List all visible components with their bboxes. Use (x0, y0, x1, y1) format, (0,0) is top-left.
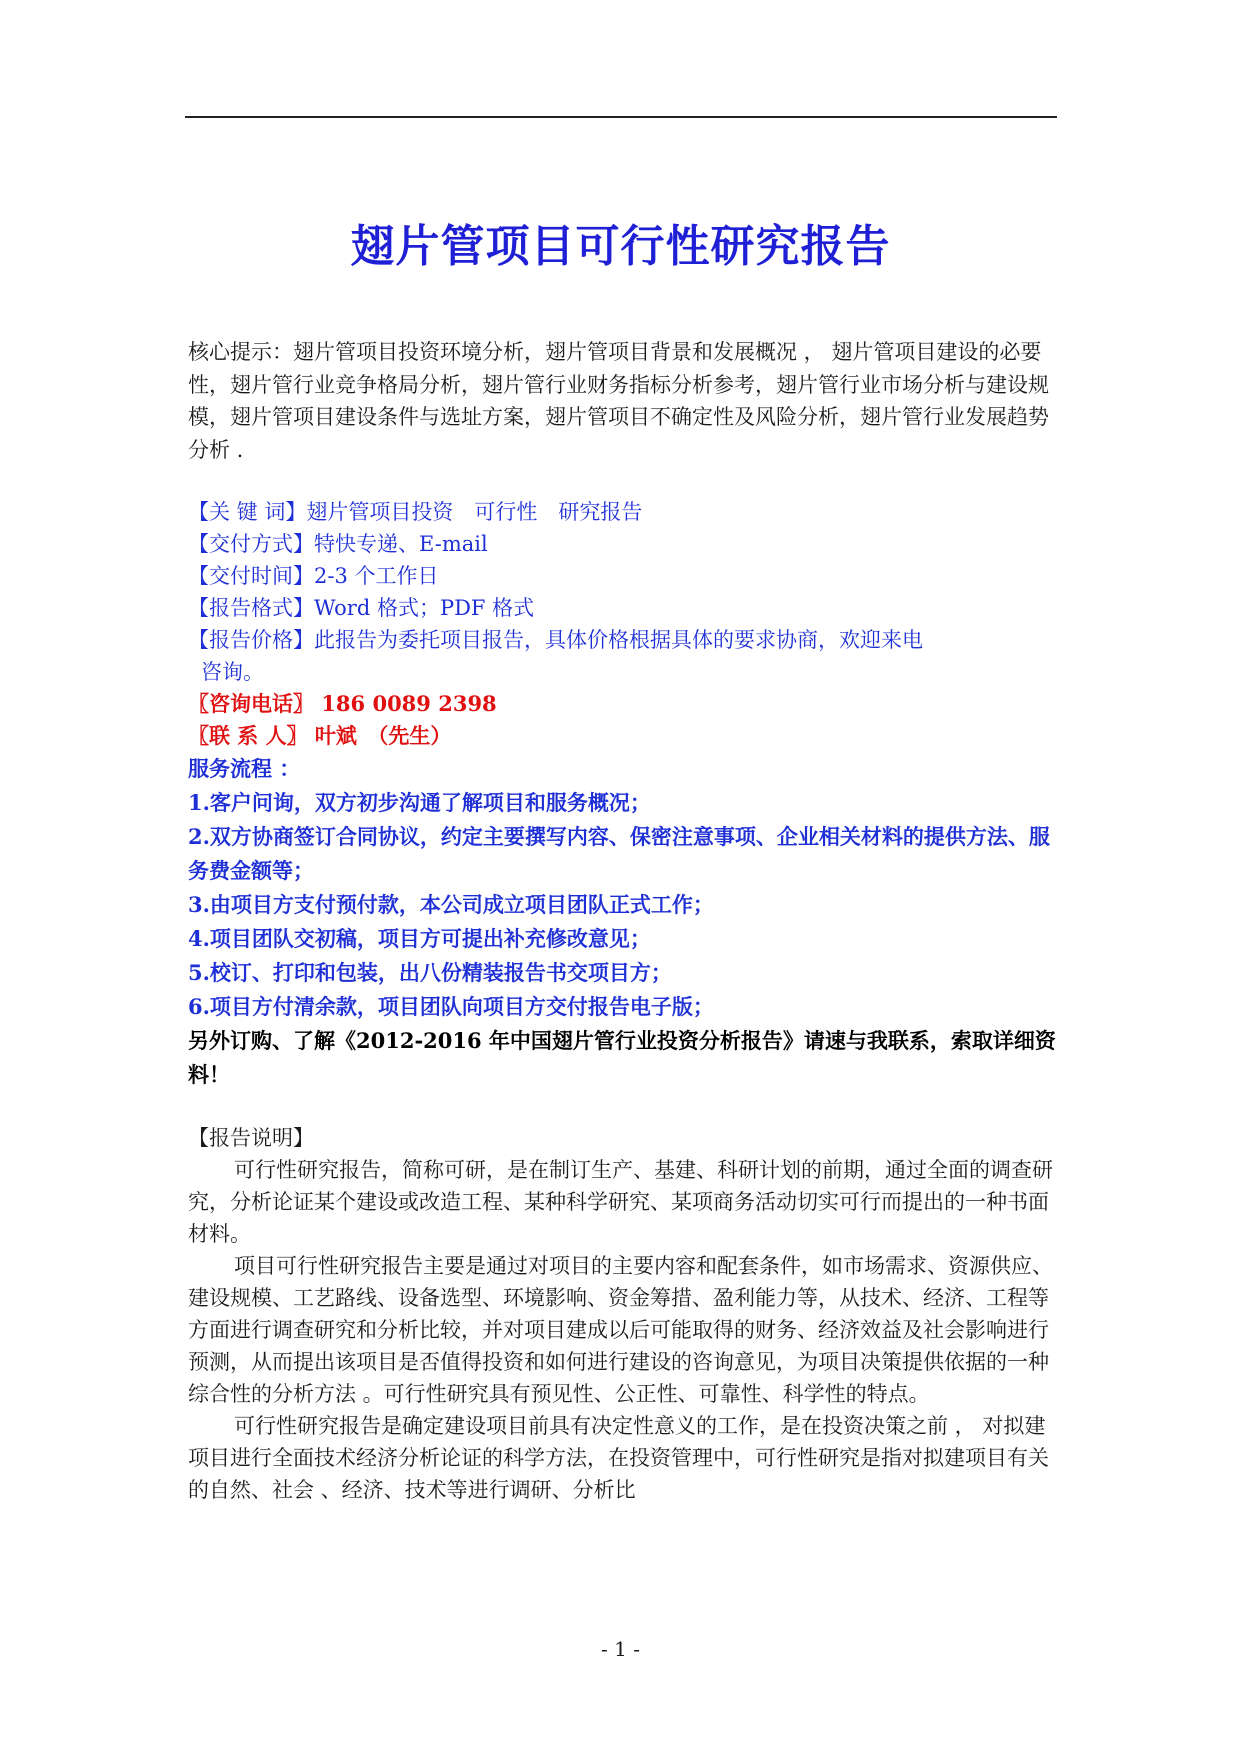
report-description (188, 1122, 1058, 1506)
delivery-time-line: 【交付时间】2-3 个工作日 (188, 564, 439, 588)
keywords-line: 【关 键 词】翅片管项目投资 可行性 研究报告 (188, 500, 643, 524)
info-block (188, 496, 1058, 752)
process-heading: 服务流程 ： (188, 756, 301, 781)
contact-person: 〖联 系 人〗 叶斌 （先生） (188, 723, 452, 748)
report-desc-heading: 【报告说明】 (188, 1126, 314, 1150)
header-rule (185, 116, 1057, 118)
process-step: 6.项目方付清余款，项目团队向项目方交付报告电子版； (188, 994, 714, 1019)
process-step: 2.双方协商签订合同协议，约定主要撰写内容、保密注意事项、企业相关材料的提供方法、服务费金额等； (188, 824, 1050, 883)
report-desc-paragraph: 可行性研究报告是确定建设项目前具有决定性意义的工作，是在投资决策之前 ， 对拟建项目进行全面技术经济分析论证的科学方法，在投资管理中，可行性研究是指对拟建项目有关的自然、社会 、经济、技术等进行调研、分析比 (188, 1414, 1049, 1502)
process-step: 4.项目团队交初稿，项目方可提出补充修改意见； (188, 926, 651, 951)
process-step: 1.客户问询，双方初步沟通了解项目和服务概况； (188, 790, 651, 815)
delivery-method-line: 【交付方式】特快专递、E-mail (188, 532, 488, 556)
page-title: 翅片管项目可行性研究报告 (350, 221, 891, 272)
service-process (188, 752, 1058, 1092)
report-desc-paragraph: 项目可行性研究报告主要是通过对项目的主要内容和配套条件，如市场需求、资源供应、建设规模、工艺路线、设备选型、环境影响、资金筹措、盈利能力等，从技术、经济、工程等方面进行调查研究和分析比较，并对项目建成以后可能取得的财务、经济效益及社会影响进行预测，从而提出该项目是否值得投资和如何进行建设的咨询意见，为项目决策提供依据的一种综合性的分析方法 。可行性研究具有预见性、公正性、可靠性、科学性的特点。 (188, 1254, 1053, 1406)
core-summary: 核心提示：翅片管项目投资环境分析，翅片管项目背景和发展概况 ， 翅片管项目建设的必要性，翅片管行业竞争格局分析，翅片管行业财务指标分析参考，翅片管行业市场分析与建设规模，翅片管项目建设条件与选址方案，翅片管项目不确定性及风险分析，翅片管行业发展趋势分析 . (188, 340, 1049, 462)
contact-phone: 〖咨询电话〗 186 0089 2398 (188, 691, 497, 716)
report-desc-paragraph: 可行性研究报告，简称可研，是在制订生产、基建、科研计划的前期，通过全面的调查研究，分析论证某个建设或改造工程、某种科学研究、某项商务活动切实可行而提出的一种书面材料。 (188, 1158, 1053, 1246)
price-line: 【报告价格】此报告为委托项目报告，具体价格根据具体的要求协商，欢迎来电 (188, 628, 923, 652)
spacer (188, 1092, 1058, 1122)
page-number: - 1 - (601, 1637, 640, 1661)
price-line-continued: 咨询。 (201, 660, 264, 684)
spacer (188, 466, 1058, 496)
process-step: 3.由项目方支付预付款，本公司成立项目团队正式工作； (188, 892, 714, 917)
format-line: 【报告格式】Word 格式；PDF 格式 (188, 596, 535, 620)
order-note: 另外订购、了解《2012-2016 年中国翅片管行业投资分析报告》请速与我联系，索取详细资料！ (188, 1028, 1056, 1087)
process-step: 5.校订、打印和包装，出八份精装报告书交项目方； (188, 960, 672, 985)
document-body (188, 336, 1058, 1506)
